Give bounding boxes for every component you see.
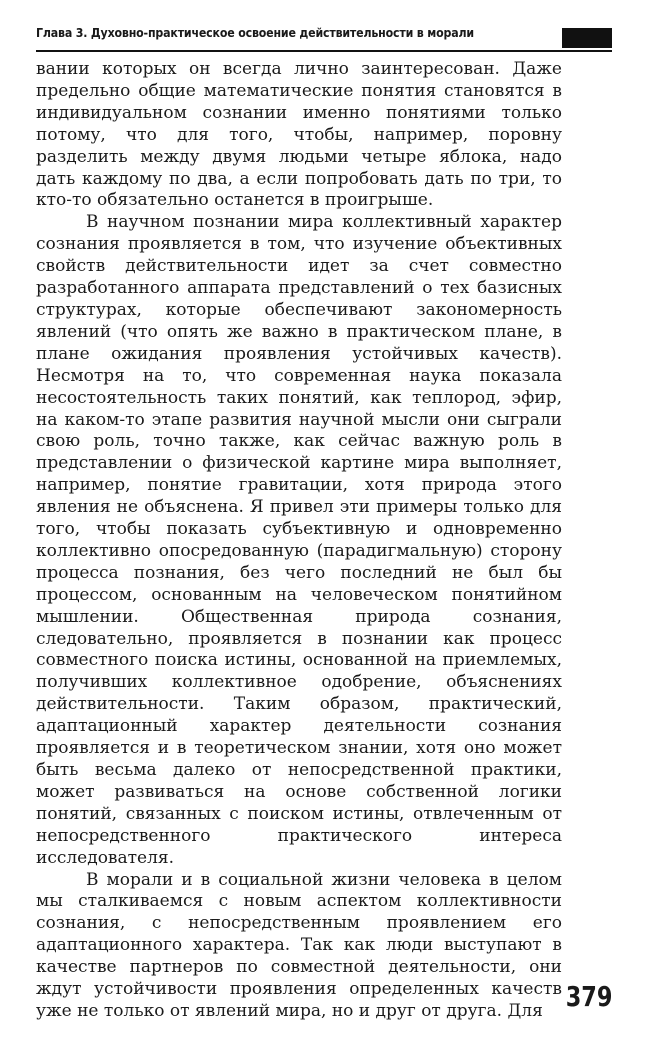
paragraph-morality: В морали и в социальной жизни человека в целом мы сталкиваемся с новым аспектом коллективности сознания, с непосредственным проявлением его адаптационного характера. Так как люди выступают в качестве партнеров по совместной деятельности, они ждут устойчивости проявления определенных качеств уже не только от явлений мира, но и друг от друга. Для	[36, 869, 562, 1021]
running-header	[36, 22, 612, 52]
header-rule	[36, 50, 612, 52]
page-number: 379	[565, 980, 612, 1013]
header-black-block	[562, 28, 612, 48]
paragraph-scientific-knowledge: В научном познании мира коллективный характер сознания проявляется в том, что изучение объективных свойств действительности идет за счет совместно разработанного аппарата представлений о тех базисных структурах, которые обеспечивают закономерность явлений (что опять же важно в практическом плане, в плане ожидания проявления устойчивых качеств). Несмотря на то, что современная наука показала несостоятельность таких понятий, как теплород, эфир, на каком-то этапе развития научной мысли они сыграли свою роль, точно также, как сейчас важную роль в представлении о физической картине мира выполняет, например, понятие гравитации, хотя природа этого явления не объяснена. Я привел эти примеры только для того, чтобы показать субъективную и одновременно коллективно опосредованную (парадигмальную) сторону процесса познания, без чего последний не был бы процессом, основанным на человеческом понятийном мышлении. Общественная природа сознания, следовательно, проявляется в познании как процесс совместного поиска истины, основанной на приемлемых, получивших коллективное одобрение, объяснениях действительности. Таким образом, практический, адаптационный характер деятельности сознания проявляется и в теоретическом знании, хотя оно может быть весьма далеко от непосредственной практики, может развиваться на основе собственной логики понятий, связанных с поиском истины, отвлеченным от непосредственного практического интереса исследователя.	[36, 212, 562, 868]
chapter-title: Глава 3. Духовно-практическое освоение действительности в морали	[36, 26, 474, 40]
paragraph-continuation: вании которых он всегда лично заинтересован. Даже предельно общие математические понятия становятся в индивидуальном сознании именно понятиями только потому, что для того, чтобы, например, поровну разделить между двумя людьми четыре яблока, надо дать каждому по два, а если попробовать дать по три, то кто-то обязательно останется в проигрыше.	[36, 59, 562, 211]
body-text	[36, 59, 562, 1023]
